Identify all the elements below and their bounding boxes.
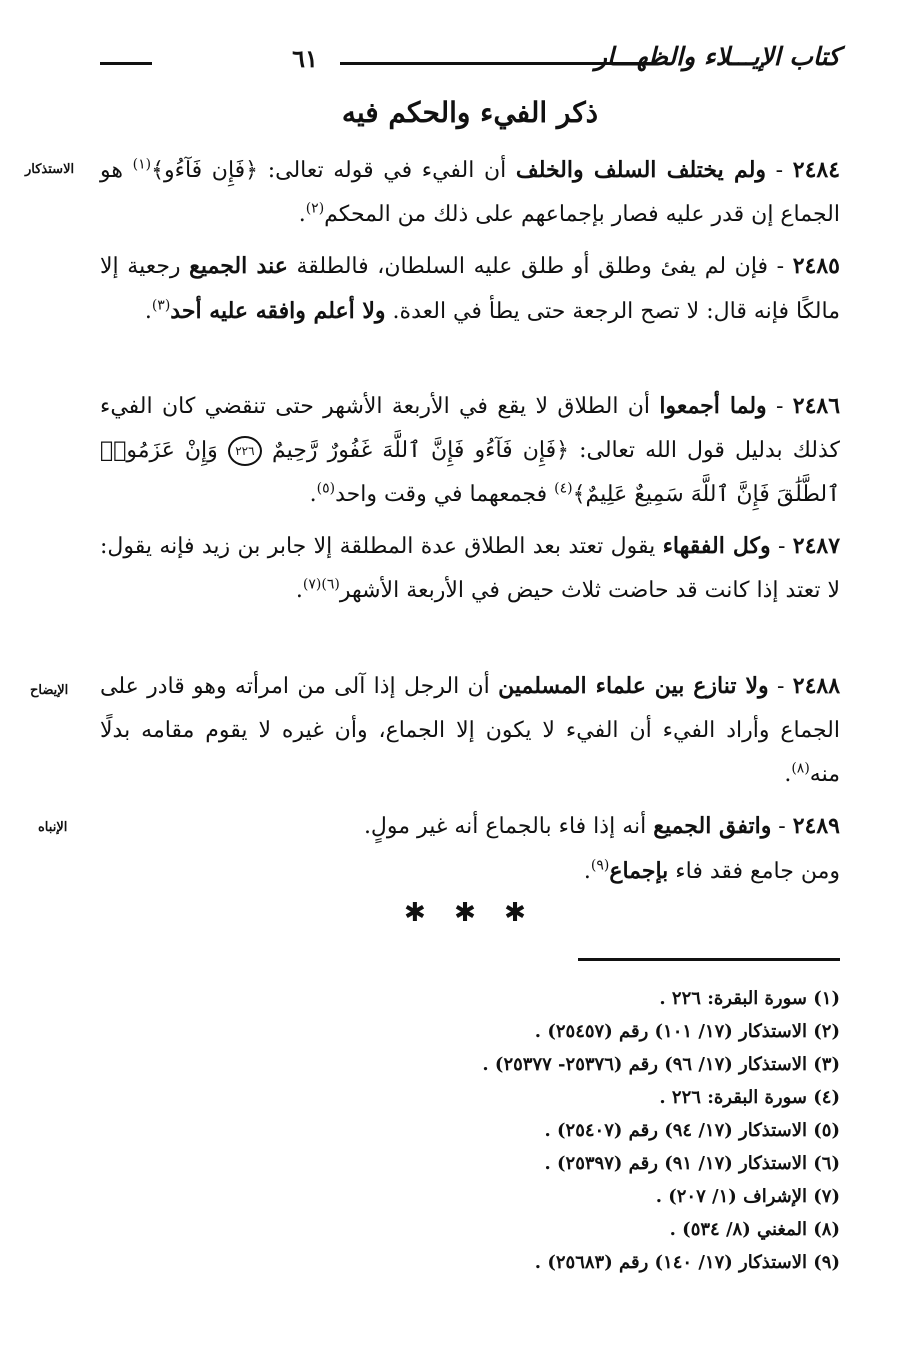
paragraph-line: [100, 849, 840, 894]
page-number: ٦١: [292, 44, 318, 73]
paragraph-2487: [100, 524, 840, 613]
footnotes: [100, 982, 840, 1279]
paragraph-text: رجعية إلا مالكًا فإنه قال: لا تصح الرجعة حتى يطأ في العدة.: [100, 254, 840, 324]
footnote-ref-2: (٢): [305, 200, 325, 217]
bold-lead: ولم يختلف السلف والخلف: [515, 157, 767, 183]
footnote-2: (٢) الاستذكار (١٧/ ١٠١) رقم (٢٥٤٥٧) .: [534, 1021, 840, 1042]
sentence-end: .: [583, 859, 591, 884]
paragraph-text: فجمعهما في وقت واحد: [335, 482, 555, 507]
footnote-9: (٩) الاستذكار (١٧/ ١٤٠) رقم (٢٥٦٨٣) .: [534, 1252, 840, 1273]
entry-number: ٢٤٨٤: [792, 157, 841, 183]
sentence-end: .: [295, 578, 303, 603]
header-rule-left: [100, 62, 152, 65]
footnote-ref-4: (٤): [554, 480, 573, 497]
bold-lead: ولما أجمعوا: [659, 393, 767, 419]
bold-lead: ولا تنازع بين علماء المسلمين: [498, 673, 769, 699]
footnote-ref-8: (٨): [791, 760, 810, 777]
entry-dash: -: [768, 674, 793, 699]
footnote-ref-5: (٥): [316, 480, 336, 497]
paragraph-2485: [100, 244, 840, 334]
entry-number: ٢٤٨٩: [792, 813, 840, 839]
footnote-5: (٥) الاستذكار (١٧/ ٩٤) رقم (٢٥٤٠٧) .: [544, 1120, 840, 1141]
paragraph-text: يقول تعتد بعد الطلاق عدة المطلقة إلا جابر بن زيد فإنه يقول: لا تعتد إذا كانت قد حاضت ثلاث حيض في الأربعة الأشهر: [100, 534, 840, 603]
section-separator: ✱ ✱ ✱: [404, 898, 536, 928]
bold-phrase: ولا أعلم وافقه عليه أحد: [170, 298, 386, 324]
entry-dash: -: [768, 254, 793, 279]
bold-lead: وكل الفقهاء: [662, 533, 771, 559]
footnote-6: (٦) الاستذكار (١٧/ ٩١) رقم (٢٥٣٩٧) .: [544, 1153, 840, 1174]
ayah-number-marker: ٢٢٦: [228, 436, 262, 466]
entry-number: ٢٤٨٥: [792, 253, 840, 279]
paragraph-text: فإن لم يفئ وطلق أو طلق عليه السلطان، فالطلقة: [287, 254, 769, 279]
footnote-1: (١) سورة البقرة: ٢٢٦ .: [659, 988, 840, 1009]
footnote-ref-3: (٣): [151, 297, 171, 314]
bold-lead: واتفق الجميع: [653, 813, 772, 839]
chapter-title: ذكر الفيء والحكم فيه: [341, 96, 599, 129]
bold-phrase: عند الجميع: [189, 253, 288, 279]
entry-dash: -: [766, 394, 793, 419]
entry-number: ٢٤٨٧: [792, 533, 841, 559]
footnote-ref-1: (١): [132, 156, 152, 173]
footnote-ref-7: (٧): [302, 576, 322, 593]
entry-number: ٢٤٨٦: [792, 393, 841, 419]
paragraph-2489: [100, 804, 840, 894]
paragraph-2486: [100, 384, 840, 517]
footnote-4: (٤) سورة البقرة: ٢٢٦ .: [659, 1087, 840, 1108]
paragraph-text: هو الجماع إن قدر عليه فصار بإجماعهم على ذلك من المحكم: [100, 158, 840, 227]
entry-dash: -: [771, 814, 793, 839]
margin-note-inbah: الإنباه: [38, 820, 68, 835]
paragraph-text: أن الرجل إذا آلى من امرأته وهو قادر على الجماع وأراد الفيء أن الفيء لا يكون إلا الجماع، وأن غيره لا يقوم مقامه بدلًا منه: [100, 674, 840, 787]
footnote-ref-9: (٩): [590, 857, 610, 874]
footnote-7: (٧) الإشراف (١/ ٢٠٧) .: [655, 1186, 840, 1207]
entry-dash: -: [766, 158, 793, 183]
header-rule-right: [340, 62, 652, 65]
sentence-end: .: [298, 202, 306, 227]
margin-note-istidhkar: الاستذكار: [25, 162, 75, 177]
footnote-8: (٨) المغني (٨/ ٥٣٤) .: [669, 1219, 840, 1240]
paragraph-2488: [100, 664, 840, 797]
sentence-end: .: [784, 762, 792, 787]
footnote-rule: [578, 958, 840, 961]
entry-number: ٢٤٨٨: [792, 673, 841, 699]
paragraph-text: أن الفيء في قوله تعالى:: [258, 158, 516, 183]
paragraph-2484: [100, 148, 840, 237]
margin-note-idah: الإيضاح: [30, 683, 69, 698]
quran-quote: ﴿فَإِن فَآءُو﴾: [151, 158, 259, 183]
paragraph-line: [100, 804, 840, 849]
entry-dash: -: [770, 534, 793, 559]
sentence-end: .: [144, 299, 152, 324]
sentence-end: .: [309, 482, 317, 507]
book-title: كتاب الإيـــلاء والظهـــار: [594, 42, 840, 71]
paragraph-text: أنه إذا فاء بالجماع أنه غير مولٍ.: [363, 814, 654, 839]
running-header: [100, 40, 840, 80]
paragraph-text: أن الطلاق لا يقع في الأربعة الأشهر حتى تنقضي كان الفيء كذلك بدليل قول الله تعالى:: [100, 394, 840, 463]
bold-phrase: بإجماع: [609, 858, 669, 884]
footnote-ref-6: (٦): [321, 576, 340, 593]
quran-quote-continued: وَإِنْ عَزَمُوا۟ ٱلطَّلَٰقَ فَإِنَّ ٱللَّهَ سَمِيعٌ عَلِيمٌ﴾: [100, 438, 840, 507]
footnote-3: (٣) الاستذكار (١٧/ ٩٦) رقم (٢٥٣٧٦- ٢٥٣٧٧) .: [482, 1054, 840, 1075]
quran-quote: ﴿فَإِن فَآءُو فَإِنَّ ٱللَّهَ غَفُورٌ رَّحِيمٌ: [271, 438, 570, 463]
paragraph-text: ومن جامع فقد فاء: [668, 859, 840, 884]
